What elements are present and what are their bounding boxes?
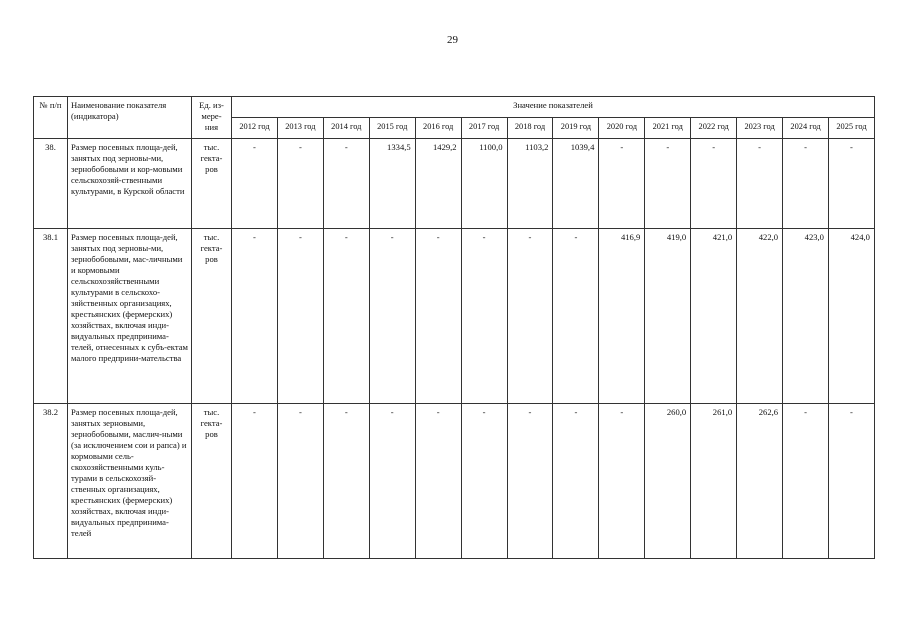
value-cell: -: [599, 139, 645, 229]
header-year: 2015 год: [369, 118, 415, 139]
value-cell: 1039,4: [553, 139, 599, 229]
value-cell: 419,0: [645, 229, 691, 404]
table-row: [34, 139, 875, 229]
value-cell: -: [783, 139, 829, 229]
value-cell: -: [461, 404, 507, 559]
value-cell: -: [369, 229, 415, 404]
header-row: [34, 97, 875, 118]
value-cell: -: [737, 139, 783, 229]
value-cell: -: [323, 404, 369, 559]
value-cell: -: [415, 229, 461, 404]
value-cell: 1103,2: [507, 139, 553, 229]
value-cell: -: [507, 229, 553, 404]
row-unit: тыс. гекта-ров: [192, 139, 232, 229]
value-cell: 1100,0: [461, 139, 507, 229]
header-year: 2019 год: [553, 118, 599, 139]
indicators-table: [33, 96, 875, 559]
header-year: 2014 год: [323, 118, 369, 139]
value-cell: -: [507, 404, 553, 559]
value-cell: -: [277, 404, 323, 559]
header-year: 2025 год: [828, 118, 874, 139]
header-indicator-name: Наименование показателя (индикатора): [68, 97, 192, 139]
header-year: 2021 год: [645, 118, 691, 139]
value-cell: -: [828, 139, 874, 229]
value-cell: -: [232, 139, 278, 229]
header-year: 2012 год: [232, 118, 278, 139]
row-unit: тыс. гекта-ров: [192, 404, 232, 559]
row-indicator-name: Размер посевных площа-дей, занятых зерновыми, зернобобовыми, маслич-ными (за исключением сои и рапса) и кормовыми сель-скохозяйственными куль-турами в сельскохозяй-ственных организациях, крестьянских (фермерских) хозяйствах, включая инди-видуальных предпринима-телей: [68, 404, 192, 559]
value-cell: -: [232, 229, 278, 404]
value-cell: 261,0: [691, 404, 737, 559]
value-cell: -: [691, 139, 737, 229]
header-number: № п/п: [34, 97, 68, 139]
value-cell: 416,9: [599, 229, 645, 404]
page-number: 29: [447, 34, 458, 46]
value-cell: -: [277, 139, 323, 229]
value-cell: -: [599, 404, 645, 559]
row-indicator-name: Размер посевных площа-дей, занятых под зерновы-ми, зернобобовыми и кор-мовыми сельскохозяй-ственными культурами, в Курской области: [68, 139, 192, 229]
row-indicator-name: Размер посевных площа-дей, занятых под зерновы-ми, зернобобовыми, мас-личными и кормовыми сельскохозяйственными культурами в сельскохо-зяйственных организациях, крестьянских (фермерских) хозяйствах, включая инди-видуальных предпринима-телей, отнесенных к субъ-ектам малого предприни-мательства: [68, 229, 192, 404]
value-cell: 1429,2: [415, 139, 461, 229]
value-cell: -: [323, 139, 369, 229]
value-cell: 423,0: [783, 229, 829, 404]
header-year: 2024 год: [783, 118, 829, 139]
row-number: 38.: [34, 139, 68, 229]
table-row: [34, 229, 875, 404]
header-year: 2020 год: [599, 118, 645, 139]
value-cell: -: [461, 229, 507, 404]
value-cell: 262,6: [737, 404, 783, 559]
header-year: 2022 год: [691, 118, 737, 139]
value-cell: -: [369, 404, 415, 559]
row-unit: тыс. гекта-ров: [192, 229, 232, 404]
value-cell: 422,0: [737, 229, 783, 404]
value-cell: -: [323, 229, 369, 404]
header-year: 2017 год: [461, 118, 507, 139]
value-cell: 421,0: [691, 229, 737, 404]
value-cell: -: [783, 404, 829, 559]
table-row: [34, 404, 875, 559]
value-cell: 424,0: [828, 229, 874, 404]
value-cell: -: [828, 404, 874, 559]
header-values: Значение показателей: [232, 97, 875, 118]
value-cell: -: [232, 404, 278, 559]
value-cell: -: [553, 404, 599, 559]
value-cell: -: [553, 229, 599, 404]
value-cell: -: [277, 229, 323, 404]
row-number: 38.2: [34, 404, 68, 559]
value-cell: 260,0: [645, 404, 691, 559]
header-year: 2013 год: [277, 118, 323, 139]
header-unit: Ед. из-мере-ния: [192, 97, 232, 139]
value-cell: -: [415, 404, 461, 559]
value-cell: -: [645, 139, 691, 229]
header-year: 2023 год: [737, 118, 783, 139]
header-year: 2016 год: [415, 118, 461, 139]
header-year: 2018 год: [507, 118, 553, 139]
value-cell: 1334,5: [369, 139, 415, 229]
row-number: 38.1: [34, 229, 68, 404]
